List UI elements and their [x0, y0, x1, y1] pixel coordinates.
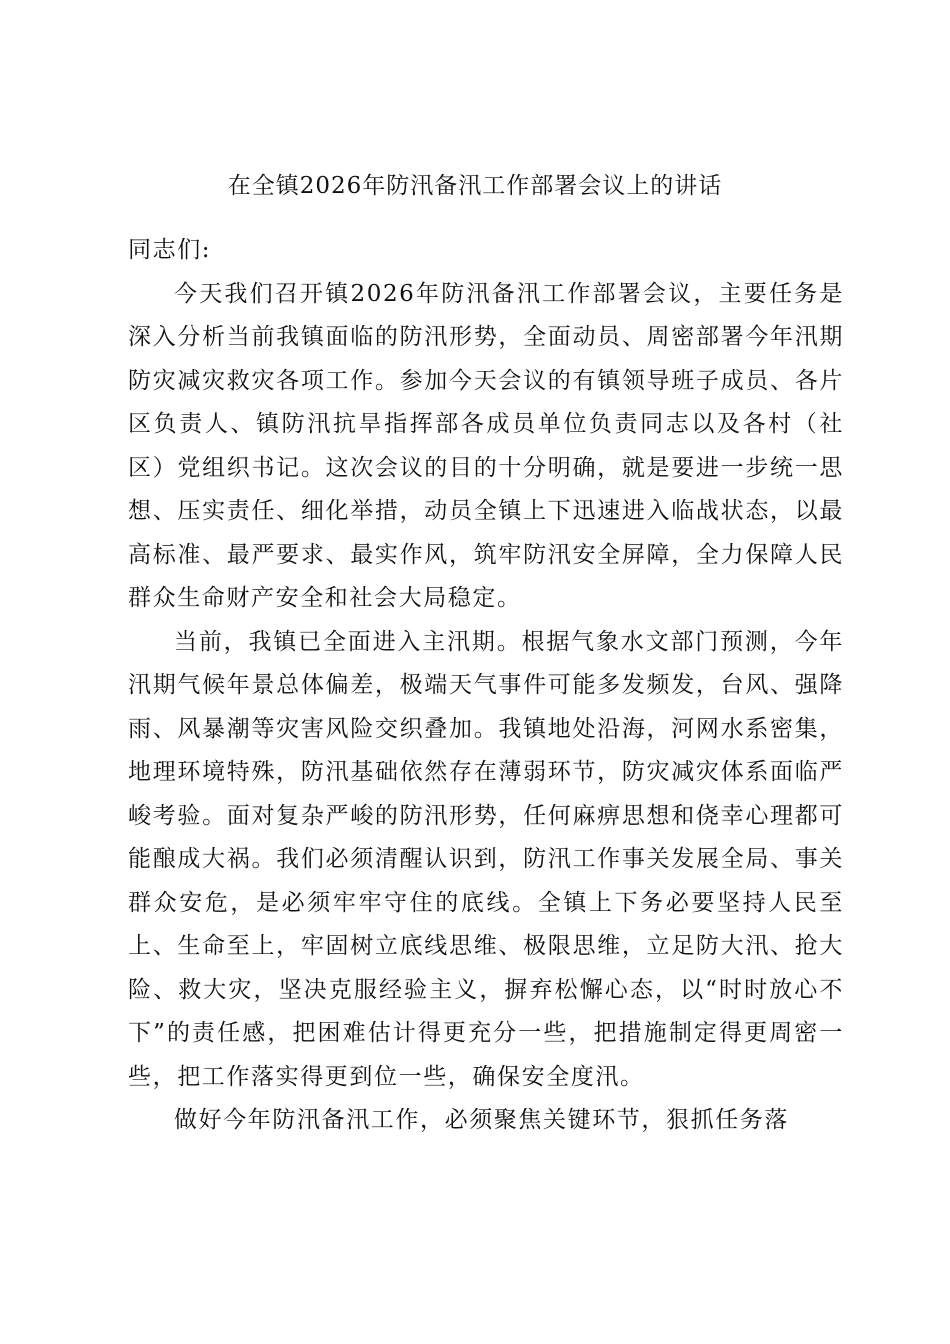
paragraph-3: 做好今年防汛备汛工作，必须聚焦关键环节，狠抓任务落 [174, 1107, 789, 1133]
paragraph-2: 当前，我镇已全面进入主汛期。根据气象水文部门预测，今年汛期气候年景总体偏差，极端天气事件可能多发频发，台风、强降雨、风暴潮等灾害风险交织叠加。我镇地处沿海，河网水系密集，地理环境特殊，防汛基础依然存在薄弱环节，防灾减灾体系面临严峻考验。面对复杂严峻的防汛形势，任何麻痹思想和侥幸心理都可能酿成大祸。我们必须清醒认识到，防汛工作事关发展全局、事关群众安危，是必须牢牢守住的底线。全镇上下务必要坚持人民至上、生命至上，牢固树立底线思维、极限思维，立足防大汛、抢大险、救大灾，坚决克服经验主义，摒弃松懈心态，以“时时放心不下”的责任感，把困难估计得更充分一些，把措施制定得更周密一些，把工作落实得更到位一些，确保安全度汛。 [128, 628, 844, 1090]
paragraph-1: 今天我们召开镇2026年防汛备汛工作部署会议，主要任务是深入分析当前我镇面临的防汛形势，全面动员、周密部署今年汛期防灾减灾救灾各项工作。参加今天会议的有镇领导班子成员、各片区负责人、镇防汛抗旱指挥部各成员单位负责同志以及各村（社区）党组织书记。这次会议的目的十分明确，就是要进一步统一思想、压实责任、细化举措，动员全镇上下迅速进入临战状态，以最高标准、最严要求、最实作风，筑牢防汛安全屏障，全力保障人民群众生命财产安全和社会大局稳定。 [128, 280, 844, 611]
document-title: 在全镇2026年防汛备汛工作部署会议上的讲话 [227, 173, 723, 199]
salutation: 同志们: [128, 237, 212, 263]
document-body [128, 229, 844, 1143]
